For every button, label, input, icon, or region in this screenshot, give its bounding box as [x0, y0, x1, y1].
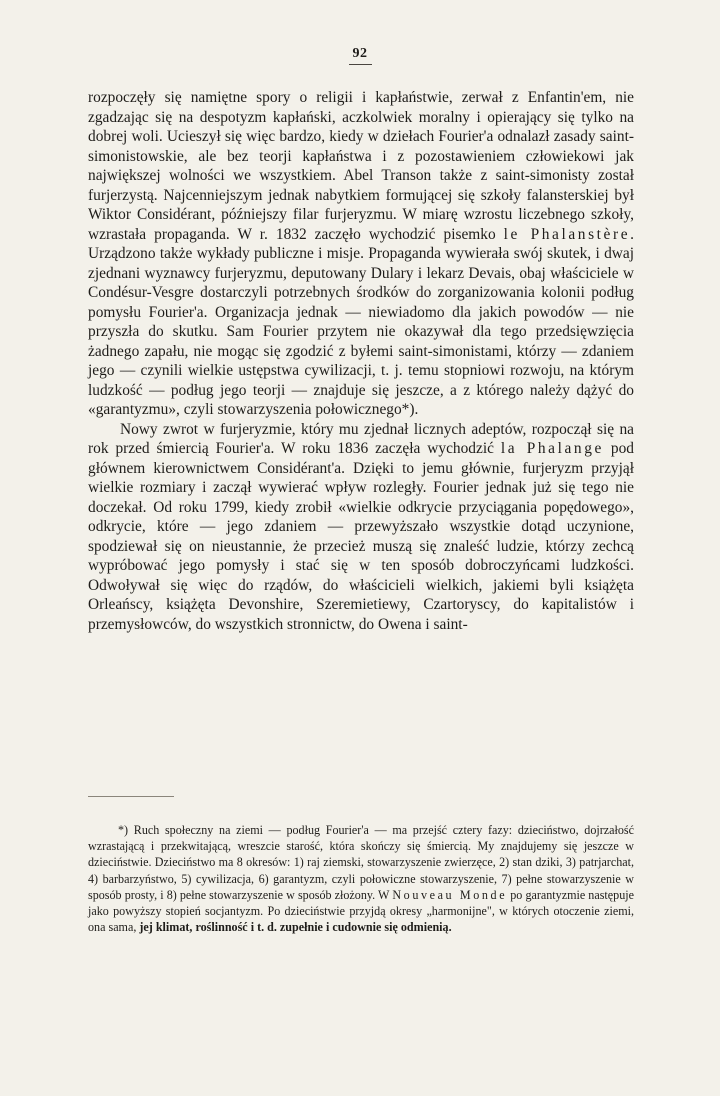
paragraph-1 [88, 88, 634, 420]
paragraph-1-part-2: . Urządzono także wykłady publiczne i misje. Propaganda wywierała swój skutek, i dwaj zjednani wyznawcy furjeryzmu, deputowany Dulary i lekarz Devais, obaj właściciele w Condésur-Vesgre dostarczyli potrzebnych środków do zorganizowania kolonii podług pomysłu Fourier'a. Organizacja jednak — niewiadomo dla jakich powodów — nie przyszła do skutku. Sam Fourier przytem nie okazywał dla tego przedsięwzięcia żadnego zapału, nie mogąc się zgodzić z byłemi saint-simonistami, którzy — zdaniem jego — czynili wielkie ustępstwa cywilizacji, t. j. temu stopniowi rozwoju, na którym ludzkość — podług jego teorji — znajduje się jeszcze, a z którego należy dążyć do «garantyzmu», czyli stowarzyszenia połowicznego*). [88, 225, 634, 418]
paragraph-1-periodical-title: le Phalanstère [503, 225, 631, 243]
paragraph-2-part-1: Nowy zwrot w furjeryzmie, który mu zjednał licznych adeptów, rozpoczął się na rok przed śmiercią Fourier'a. W roku 1836 zaczęła wychodzić [88, 420, 634, 457]
paragraph-2-periodical-title: la Phalange [500, 440, 604, 457]
footnote-divider [88, 796, 174, 797]
footnote-book-title: Nouveau Monde [392, 887, 508, 902]
paragraph-2 [88, 420, 634, 635]
paragraph-2-part-2: pod głównem kierownictwem Considérant'a. Dzięki to jemu głównie, furjeryzm przyjął wielkie rozmiary i zaczął wywierać wpływ rozległy. Fourier jednak już się tego nie doczekał. Od roku 1799, kiedy zrobił «wielkie odkrycie przyciągania popędowego», odkrycie, które — jego zdaniem — przewyższało wszystkie dotąd uczynione, spodziewał się on nieustannie, że przecież muszą się znaleść ludzie, którzy zechcą wypróbować jego pomysły i stać się w ten sposób dobroczyńcami ludzkości. Odwoływał się więc do rządów, do właścicieli wielkich, jakiemi byli książęta Orleańscy, książęta Devonshire, Szeremietiewy, Czartoryscy, do kapitalistów i przemysłowców, do wszystkich stronnictw, do Owena i saint- [88, 440, 634, 633]
paragraph-1-part-1: rozpoczęły się namiętne spory o religii i kapłaństwie, zerwał z Enfantin'em, nie zgadzając się na despotyzm kapłański, aczkolwiek moralny i opierający się tylko na dobrej woli. Ucieszył się więc bardzo, kiedy w dziełach Fourier'a odnalazł zasady saint-simonistowskie, ale bez teorji kapłaństwa i z pozostawieniem człowiekowi jak największej wolności we wszystkiem. Abel Transon także z saint-simonisty został furjerzystą. Najcenniejszym jednak nabytkiem formującej się szkoły falansterskiej był Wiktor Considérant, późniejszy filar furjeryzmu. W miarę wzrostu liczebnego szkoły, wzrastała propaganda. W r. 1832 zaczęło wychodzić pisemko [88, 89, 634, 243]
footnote [88, 822, 634, 935]
footnote-paragraph [88, 822, 634, 935]
main-text [88, 88, 634, 634]
footnote-part-2: po garantyzmie następuje jako powyższy stopień socjantyzm. Po dzieciństwie przyjdą okresy „harmonijne", w których otoczenie ziemi, ona sama, [88, 887, 634, 935]
page-header [0, 44, 720, 65]
page-number: 92 [349, 46, 372, 65]
footnote-part-1: *) Ruch społeczny na ziemi — podług Fourier'a — ma przejść cztery fazy: dzieciństwo, dojrzałość wzrastającą i przekwitającą, wreszcie starość, która skończy się śmiercią. My znajdujemy się jeszcze w dzieciństwie. Dzieciństwo ma 8 okresów: 1) raj ziemski, stowarzyszenie zwierzęce, 2) stan dziki, 3) patrjarchat, 4) barbarzyństwo, 5) cywilizacja, 6) garantyzm, czyli połowiczne stowarzyszenie, 7) pełne stowarzyszenie w sposób prosty, i 8) pełne stowarzyszenie w sposób złożony. W [88, 823, 634, 902]
footnote-part-3: jej klimat, roślinność i t. d. zupełnie i cudownie się odmienią. [139, 920, 452, 935]
